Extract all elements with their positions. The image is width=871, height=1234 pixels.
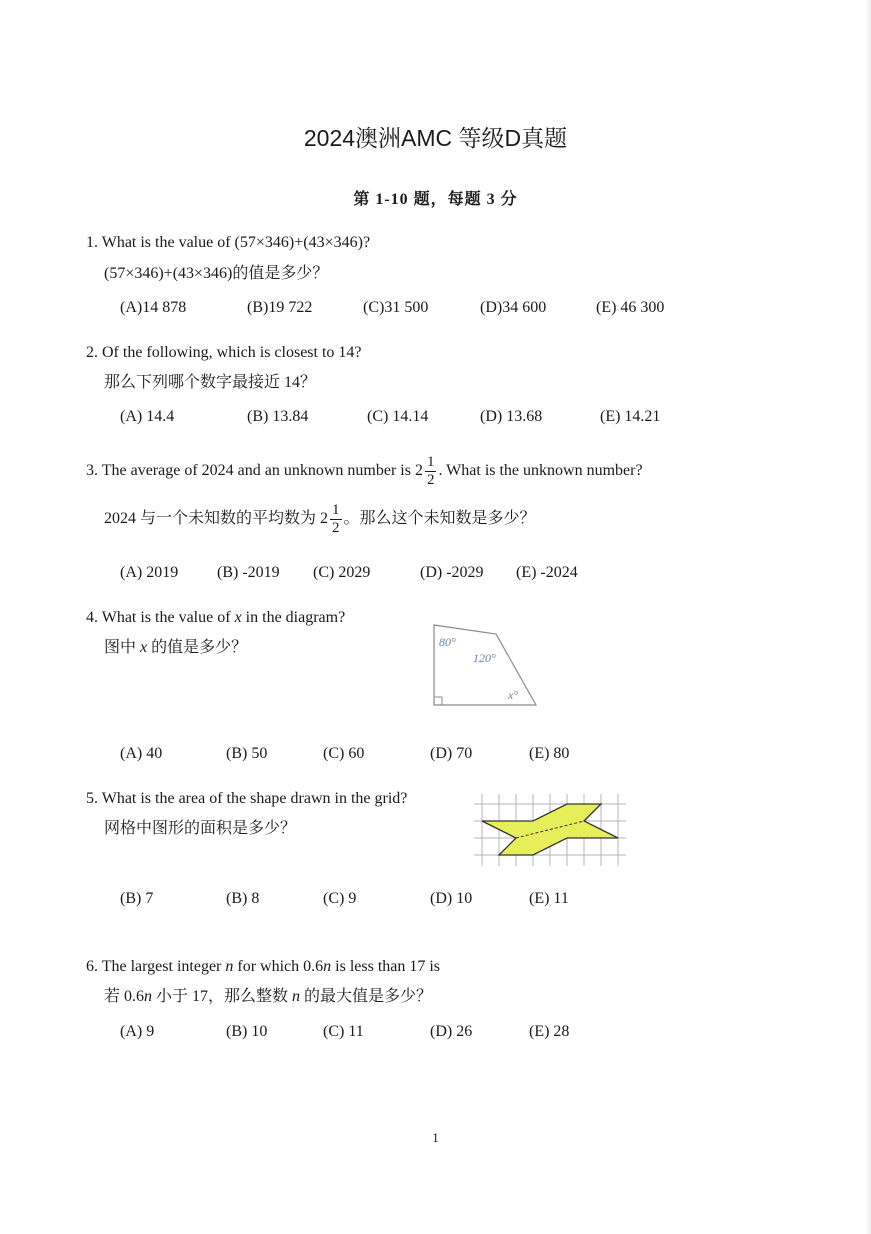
q4-choice-c: (C) 60 xyxy=(323,745,365,762)
q1-choice-a: (A)14 878 xyxy=(120,299,187,316)
q3-chinese-fraction xyxy=(330,502,342,537)
q6-chinese-mid: 小于 17，那么整数 xyxy=(152,988,293,1005)
q3-choice-e: (E) -2024 xyxy=(516,564,578,581)
q3-fraction xyxy=(425,454,437,489)
q4-choice-b: (B) 50 xyxy=(226,745,268,762)
q4-chinese-pre: 图中 xyxy=(104,639,141,656)
q5-choice-b: (B) 8 xyxy=(226,890,260,907)
q6-choice-b: (B) 10 xyxy=(226,1023,268,1040)
q4-angle-80-label: 80° xyxy=(439,635,456,649)
q6-choice-a: (A) 9 xyxy=(120,1023,155,1040)
q5-choice-e: (E) 11 xyxy=(529,890,569,907)
q1-choice-d: (D)34 600 xyxy=(480,299,547,316)
q3-choice-a: (A) 2019 xyxy=(120,564,179,581)
q2-choice-e: (E) 14.21 xyxy=(600,408,661,425)
q5-grid-diagram xyxy=(474,794,626,866)
q3-english-pre: 3. The average of 2024 and an unknown number is 2 xyxy=(86,462,423,480)
q1-choice-b: (B)19 722 xyxy=(247,299,313,316)
q4-quadrilateral-diagram xyxy=(428,620,543,710)
q4-angle-120-label: 120° xyxy=(473,651,496,665)
q2-choice-a: (A) 14.4 xyxy=(120,408,175,425)
section-heading: 第 1-10 题，每题 3 分 xyxy=(353,191,518,208)
q3-chinese-pre: 2024 与一个未知数的平均数为 2 xyxy=(104,510,329,528)
q3-choice-c: (C) 2029 xyxy=(313,564,371,581)
q6-english-var: n xyxy=(225,958,234,975)
q6-english-mid: for which 0.6 xyxy=(233,958,324,975)
q4-chinese-post: 的值是多少？ xyxy=(147,639,248,656)
page-title: 2024澳洲AMC 等级D真题 xyxy=(303,125,568,151)
q4-english-var: x xyxy=(234,609,242,626)
q4-english-pre: 4. What is the value of xyxy=(86,609,235,626)
page-number: 1 xyxy=(432,1130,439,1145)
q6-chinese-var2: n xyxy=(292,988,301,1005)
q6-choice-c: (C) 11 xyxy=(323,1023,364,1040)
q4-choice-a: (A) 40 xyxy=(120,745,163,762)
q4-chinese-var: x xyxy=(140,639,148,656)
q3-choice-d: (D) -2029 xyxy=(420,564,484,581)
q4-angle-x-label: x° xyxy=(508,688,519,702)
q3-fraction-denominator: 2 xyxy=(426,472,435,488)
q4-english xyxy=(86,609,345,627)
q4-english-post: in the diagram? xyxy=(241,609,346,626)
q6-chinese-var: n xyxy=(144,988,153,1005)
q2-english: 2. Of the following, which is closest to 14? xyxy=(86,344,362,361)
q4-choice-d: (D) 70 xyxy=(430,745,473,762)
q6-english xyxy=(86,958,440,976)
q1-choice-e: (E) 46 300 xyxy=(596,299,665,316)
q2-choice-b: (B) 13.84 xyxy=(247,408,309,425)
q4-chinese xyxy=(104,634,247,657)
q6-english-post: is less than 17 is xyxy=(331,958,441,975)
q6-chinese-pre: 若 0.6 xyxy=(104,988,145,1005)
q6-choice-e: (E) 28 xyxy=(529,1023,570,1040)
q3-choice-b: (B) -2019 xyxy=(217,564,280,581)
q3-chinese xyxy=(104,502,536,537)
q6-english-var2: n xyxy=(323,958,332,975)
q1-chinese: (57×346)+(43×346)的值是多少？ xyxy=(104,265,329,282)
q1-choice-c: (C)31 500 xyxy=(363,299,429,316)
q3-english-post: . What is the unknown number? xyxy=(438,462,643,480)
q3-chinese-fraction-numerator: 1 xyxy=(332,502,340,518)
q6-chinese xyxy=(104,983,432,1006)
q5-choice-d: (D) 10 xyxy=(430,890,473,907)
q3-fraction-numerator: 1 xyxy=(426,454,435,470)
q5-choice-a: (B) 7 xyxy=(120,890,154,907)
q4-right-angle-mark xyxy=(434,697,442,705)
q2-chinese: 那么下列哪个数字最接近 14？ xyxy=(104,374,317,391)
q5-english: 5. What is the area of the shape drawn in the grid? xyxy=(86,790,408,807)
q6-english-pre: 6. The largest integer xyxy=(86,958,226,975)
q1-english: 1. What is the value of (57×346)+(43×346)? xyxy=(86,234,371,251)
q2-choice-c: (C) 14.14 xyxy=(367,408,429,425)
q6-choice-d: (D) 26 xyxy=(430,1023,473,1040)
q5-chinese: 网格中图形的面积是多少？ xyxy=(104,820,297,837)
q2-choice-d: (D) 13.68 xyxy=(480,408,543,425)
q4-choice-e: (E) 80 xyxy=(529,745,570,762)
q3-chinese-post: 。那么这个未知数是多少？ xyxy=(343,510,536,528)
q3-english xyxy=(86,454,643,489)
q5-choice-c: (C) 9 xyxy=(323,890,357,907)
q3-chinese-fraction-denominator: 2 xyxy=(332,520,340,536)
q6-chinese-post: 的最大值是多少？ xyxy=(300,988,433,1005)
